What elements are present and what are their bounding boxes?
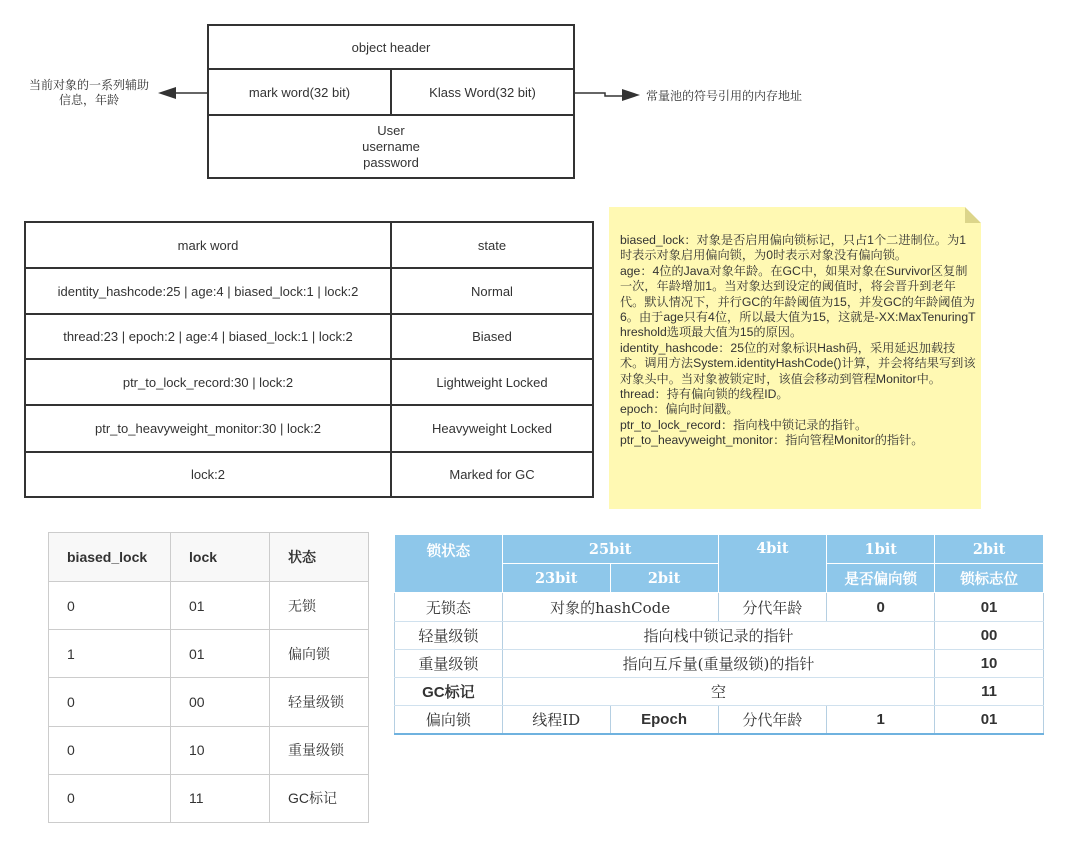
table-row — [395, 706, 1044, 734]
note-paragraph: identity_hashcode：25位的对象标识Hash码，采用延迟加载技术。调用方法System.identityHashCode()计算，并会将结果写到该对象头中。当对象被锁定时，该值会移动到管程Monitor中。 — [620, 340, 976, 386]
row-state: GC标记 — [395, 678, 503, 706]
table-row — [26, 360, 592, 406]
row-state: 轻量级锁 — [395, 621, 503, 649]
lock-value: 00 — [171, 678, 270, 726]
mark-word-state: Heavyweight Locked — [432, 421, 552, 436]
row-flag: 01 — [935, 593, 1044, 621]
note-paragraph: ptr_to_lock_record：指向栈中锁记录的指针。 — [620, 417, 868, 432]
header-2bit-sub: 2bit — [610, 564, 718, 593]
status-value: 偏向锁 — [270, 630, 369, 678]
row-thread-id: 线程ID — [502, 706, 610, 734]
bit-table-header-top — [395, 535, 1044, 564]
note-paragraph: biased_lock：对象是否启用偏向锁标记，只占1个二进制位。为1时表示对象启用偏向锁，为0时表示对象没有偏向锁。 — [620, 233, 967, 263]
table-row — [395, 621, 1044, 649]
mark-word-state: Normal — [471, 283, 513, 299]
table-row — [395, 649, 1044, 677]
instance-line-password: password — [363, 154, 419, 170]
biased-lock-value: 1 — [49, 630, 171, 678]
row-state: 重量级锁 — [395, 649, 503, 677]
table-row — [49, 630, 369, 678]
table-row — [49, 582, 369, 630]
object-header-label: object header — [351, 39, 431, 55]
row-biased-bit: 1 — [827, 706, 935, 734]
mark-word-table — [24, 221, 594, 498]
mark-word-layout: ptr_to_lock_record:30 | lock:2 — [26, 360, 392, 404]
mark-word-layout: lock:2 — [26, 453, 392, 496]
row-epoch: Epoch — [610, 706, 718, 734]
status-value: 轻量级锁 — [270, 678, 369, 726]
header-lock-state: 锁状态 — [395, 535, 503, 593]
klass-word-note: 常量池的符号引用的内存地址 — [646, 89, 803, 103]
mark-word-state: Lightweight Locked — [436, 374, 548, 390]
instance-line-username: username — [362, 138, 420, 154]
row-flag: 10 — [935, 649, 1044, 677]
mark-word-table-header — [26, 223, 592, 269]
header-1bit: 1bit — [827, 535, 935, 564]
row-content: 指向栈中锁记录的指针 — [502, 621, 934, 649]
table-row — [26, 406, 592, 453]
header-23bit: 23bit — [502, 564, 610, 593]
mark-word-layout: identity_hashcode:25 | age:4 | biased_lock:1 | lock:2 — [26, 269, 392, 313]
right-arrow — [575, 89, 640, 101]
lock-value: 01 — [171, 630, 270, 678]
klass-word-label: Klass Word(32 bit) — [429, 84, 536, 100]
mark-word-layout: thread:23 | epoch:2 | age:4 | biased_lock:1 | lock:2 — [26, 315, 392, 358]
header-state: state — [477, 237, 507, 253]
lock-state-table — [48, 532, 369, 823]
table-row — [395, 593, 1044, 621]
table-row — [49, 726, 369, 774]
status-value: GC标记 — [270, 774, 369, 822]
table-row — [395, 678, 1044, 706]
header-mark-word: mark word — [26, 223, 392, 267]
lock-value: 10 — [171, 726, 270, 774]
row-biased-bit: 0 — [827, 593, 935, 621]
lock-state-table-header — [49, 533, 369, 582]
table-row — [26, 269, 592, 315]
status-value: 重量级锁 — [270, 726, 369, 774]
header-is-biased: 是否偏向锁 — [827, 564, 935, 593]
note-paragraph: ptr_to_heavyweight_monitor：指向管程Monitor的指针。 — [620, 433, 924, 448]
note-paragraph: thread：持有偏向锁的线程ID。 — [620, 387, 789, 402]
lock-value: 01 — [171, 582, 270, 630]
row-flag: 00 — [935, 621, 1044, 649]
header-4bit: 4bit — [718, 535, 827, 593]
row-hashcode: 对象的hashCode — [502, 593, 718, 621]
header-25bit: 25bit — [502, 535, 718, 564]
row-flag: 11 — [935, 678, 1044, 706]
instance-line-user: User — [377, 122, 405, 138]
note-paragraph: epoch：偏向时间戳。 — [620, 402, 739, 417]
mark-word-state: Marked for GC — [449, 467, 535, 482]
biased-lock-value: 0 — [49, 726, 171, 774]
header-lock-flag: 锁标志位 — [935, 564, 1044, 593]
note-paragraph: age：4位的Java对象年龄。在GC中，如果对象在Survivor区复制一次，年龄增加1。当对象达到设定的阈值时，将会晋升到老年代。默认情况下，并行GC的年龄阈值为15，并发GC的年龄阈值为6。由于age只有4位，所以最大值为15，这就是-XX:MaxTenuringThreshold选项最大值为15的原因。 — [620, 263, 976, 340]
mark-word-label: mark word(32 bit) — [248, 84, 351, 100]
lock-value: 11 — [171, 774, 270, 822]
mark-word-state: Biased — [472, 329, 512, 344]
header-status: 状态 — [270, 533, 369, 582]
biased-lock-value: 0 — [49, 774, 171, 822]
table-row — [49, 678, 369, 726]
row-state: 无锁态 — [395, 593, 503, 621]
biased-lock-value: 0 — [49, 678, 171, 726]
sticky-note — [609, 207, 981, 509]
connector-arrows — [0, 0, 1073, 200]
header-lock: lock — [171, 533, 270, 582]
row-content: 空 — [502, 678, 934, 706]
mark-word-note: 当前对象的一系列辅助信息，年龄 — [28, 78, 149, 107]
header-2bit: 2bit — [935, 535, 1044, 564]
table-row — [49, 774, 369, 822]
row-age: 分代年龄 — [718, 706, 827, 734]
table-row — [26, 315, 592, 360]
biased-lock-value: 0 — [49, 582, 171, 630]
sticky-note-text — [620, 233, 976, 449]
status-value: 无锁 — [270, 582, 369, 630]
header-biased-lock: biased_lock — [49, 533, 171, 582]
left-arrow — [158, 87, 207, 99]
table-row — [26, 453, 592, 496]
row-content: 指向互斥量(重量级锁)的指针 — [502, 649, 934, 677]
row-state: 偏向锁 — [395, 706, 503, 734]
row-flag: 01 — [935, 706, 1044, 734]
row-age: 分代年龄 — [718, 593, 827, 621]
mark-word-layout: ptr_to_heavyweight_monitor:30 | lock:2 — [26, 406, 392, 451]
bit-layout-table — [394, 534, 1044, 735]
note-fold-corner — [965, 207, 981, 223]
